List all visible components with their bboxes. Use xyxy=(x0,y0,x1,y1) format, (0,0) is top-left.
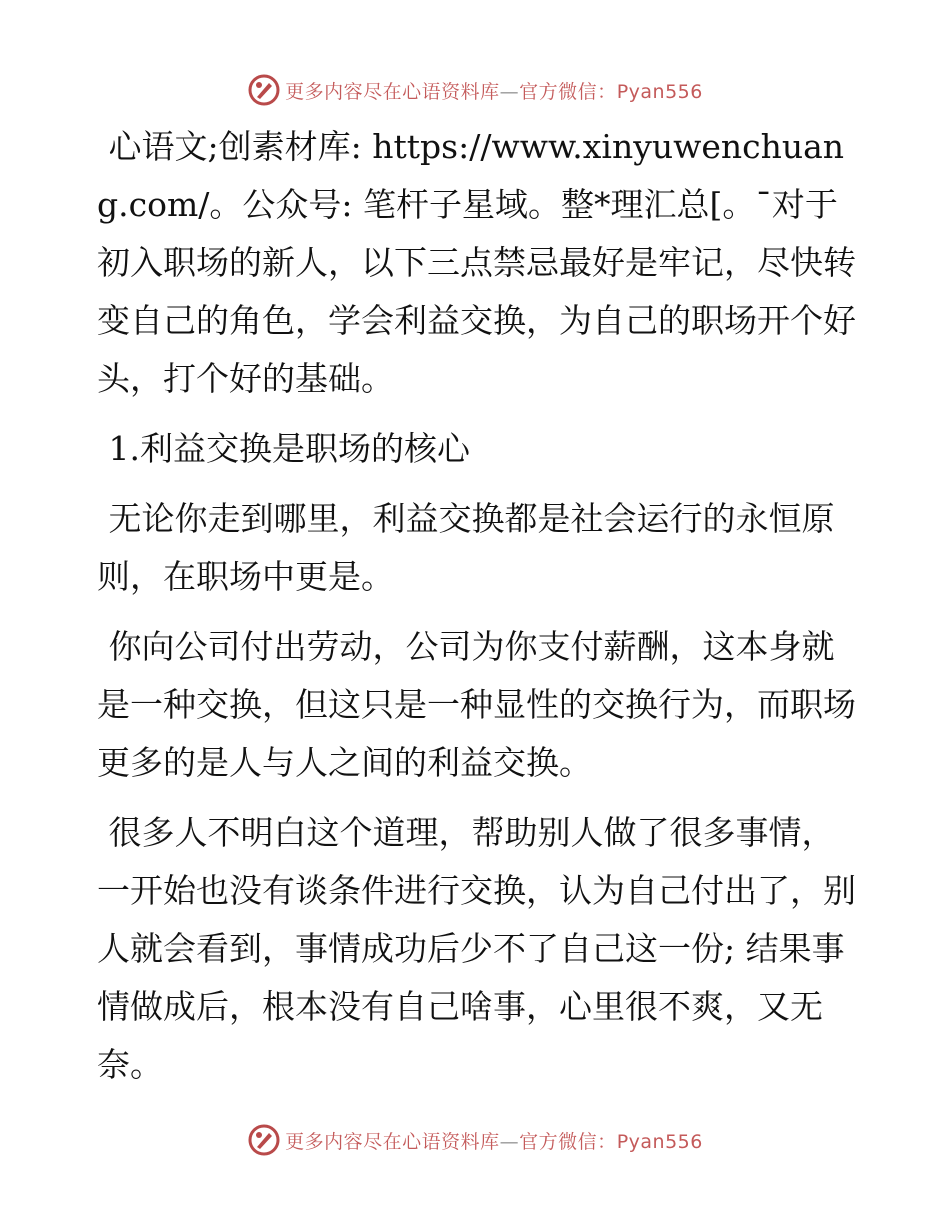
pen-nib-seal-icon xyxy=(247,1123,281,1157)
pen-nib-seal-icon xyxy=(247,73,281,107)
banner-separator: — xyxy=(499,1130,520,1153)
header-banner xyxy=(0,70,950,110)
paragraph: 无论你走到哪里，利益交换都是社会运行的永恒原则，在职场中更是。 xyxy=(97,499,835,596)
banner-wechat-id: Pyan556 xyxy=(616,80,703,103)
footer-banner xyxy=(0,1120,950,1160)
banner-title: 更多内容尽在心语资料库 xyxy=(285,1130,500,1153)
document-body xyxy=(97,118,857,1094)
banner-title: 更多内容尽在心语资料库 xyxy=(285,80,500,103)
banner-official-label: 官方微信： xyxy=(519,80,617,103)
section-heading: 1.利益交换是职场的核心 xyxy=(108,429,471,468)
banner-text xyxy=(285,1127,703,1154)
banner-wechat-id: Pyan556 xyxy=(616,1130,703,1153)
banner-official-label: 官方微信： xyxy=(519,1130,617,1153)
banner-text xyxy=(285,77,703,104)
paragraph: 很多人不明白这个道理，帮助别人做了很多事情，一开始也没有谈条件进行交换，认为自己付出了，别人就会看到，事情成功后少不了自己这一份; 结果事情做成后，根本没有自己啥事，心里很不爽，又无奈。 xyxy=(97,813,856,1084)
paragraph-intro: 心语文;创素材库: https://www.xinyuwenchuang.com/。公众号: 笔杆子星域。整*理汇总[。¯对于初入职场的新人，以下三点禁忌最好是牢记，尽快转变自己的角色，学会利益交换，为自己的职场开个好头，打个好的基础。 xyxy=(97,127,856,398)
paragraph: 你向公司付出劳动，公司为你支付薪酬，这本身就是一种交换，但这只是一种显性的交换行为，而职场更多的是人与人之间的利益交换。 xyxy=(97,627,856,782)
banner-separator: — xyxy=(499,80,520,103)
